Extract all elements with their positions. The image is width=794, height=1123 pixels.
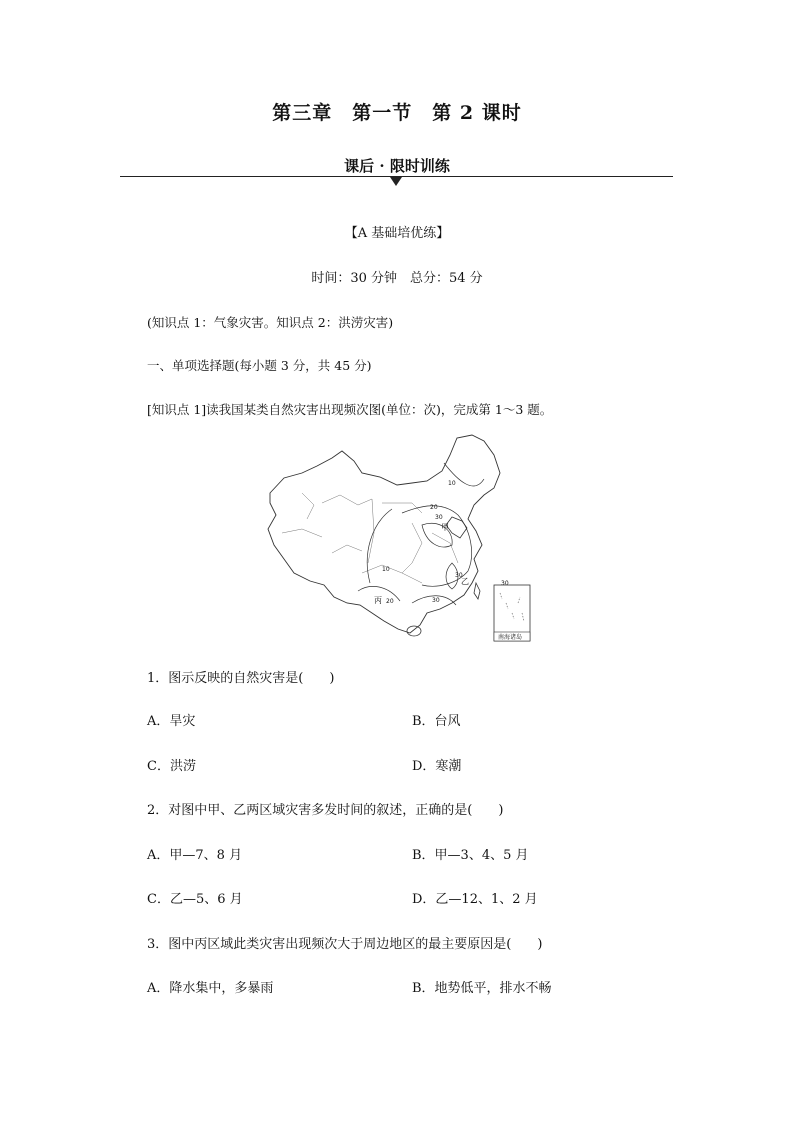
question-3-stem: 3．图中丙区域此类灾害出现频次大于周边地区的最主要原因是( ) bbox=[147, 937, 543, 952]
section-header: 【A 基础培优练】 bbox=[344, 226, 450, 241]
contour-label: 10 bbox=[382, 566, 390, 573]
inset-label: 南海诸岛 bbox=[498, 634, 523, 641]
time-info: 时间：30 分钟 总分：54 分 bbox=[311, 271, 483, 286]
contour-label: 20 bbox=[430, 504, 438, 511]
contour-label: 30 bbox=[435, 514, 443, 521]
q3-option-a[interactable]: A．降水集中，多暴雨 bbox=[147, 981, 274, 996]
knowledge-points: (知识点 1：气象灾害。知识点 2：洪涝灾害) bbox=[147, 315, 394, 330]
region-label-jia: 甲 bbox=[441, 523, 449, 532]
section-heading: 一、单项选择题(每小题 3 分，共 45 分) bbox=[147, 358, 372, 373]
region-label-bing: 丙 bbox=[374, 596, 382, 605]
section-subtitle: 课后 · 限时训练 bbox=[344, 157, 450, 175]
q1-option-a[interactable]: A．旱灾 bbox=[147, 714, 196, 729]
q2-option-c[interactable]: C．乙—5、6 月 bbox=[147, 892, 243, 907]
q2-option-a[interactable]: A．甲—7、8 月 bbox=[147, 848, 243, 863]
triangle-down-icon bbox=[390, 177, 402, 186]
question-2-stem: 2．对图中甲、乙两区域灾害多发时间的叙述，正确的是( ) bbox=[147, 803, 504, 818]
hainan-island bbox=[407, 626, 421, 636]
coastline bbox=[446, 517, 467, 538]
page-title: 第三章 第一节 第 2 课时 bbox=[272, 102, 522, 124]
contour-label: 30 bbox=[455, 572, 463, 579]
q2-option-d[interactable]: D．乙—12、1、2 月 bbox=[412, 892, 538, 907]
question-1-stem: 1．图示反映的自然灾害是( ) bbox=[147, 671, 335, 686]
q1-option-c[interactable]: C．洪涝 bbox=[147, 759, 196, 774]
contour-label: 30 bbox=[432, 597, 440, 604]
q2-option-b[interactable]: B．甲—3、4、5 月 bbox=[412, 848, 529, 863]
inset-dashes bbox=[500, 593, 524, 621]
q1-option-b[interactable]: B．台风 bbox=[412, 714, 461, 729]
china-disaster-frequency-map bbox=[262, 433, 532, 643]
q3-option-b[interactable]: B．地势低平，排水不畅 bbox=[412, 981, 552, 996]
region-label-yi: 乙 bbox=[461, 577, 469, 586]
q1-option-d[interactable]: D．寒潮 bbox=[412, 759, 462, 774]
taiwan-island bbox=[474, 583, 480, 599]
question-instruction: [知识点 1]读我国某类自然灾害出现频次图(单位：次)，完成第 1～3 题。 bbox=[147, 402, 553, 417]
contour-label: 10 bbox=[448, 480, 456, 487]
contour-label: 30 bbox=[501, 580, 509, 587]
contour-label: 20 bbox=[386, 598, 394, 605]
china-outline bbox=[268, 435, 500, 633]
